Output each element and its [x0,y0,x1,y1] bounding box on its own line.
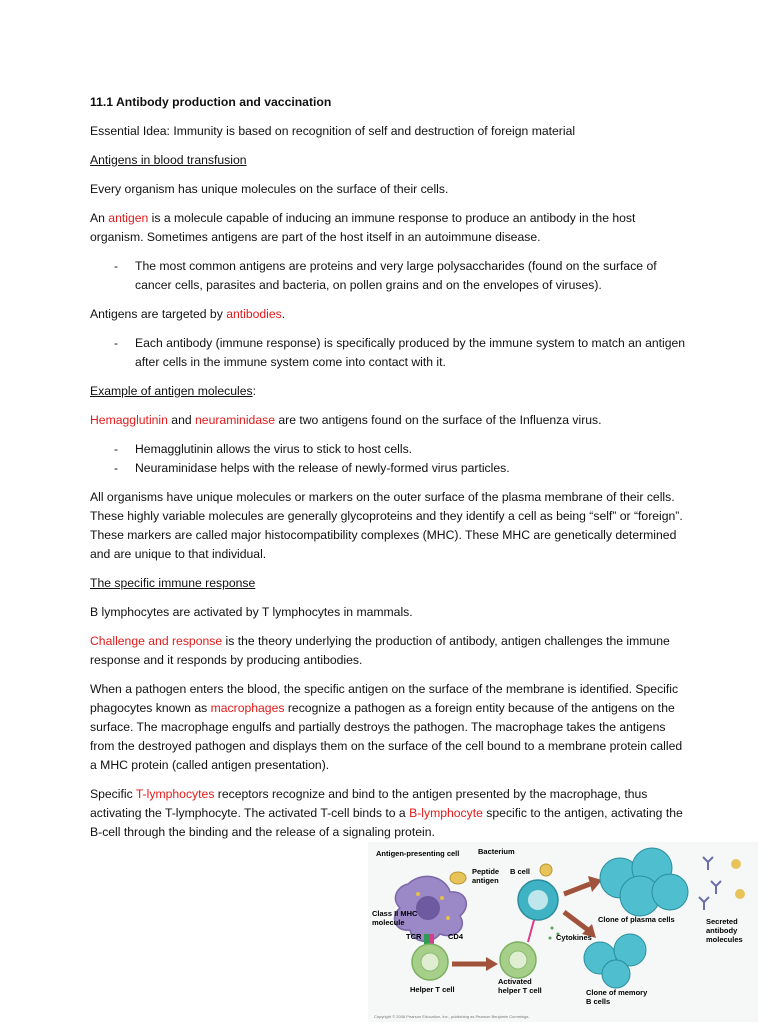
immune-response-diagram [368,842,758,1022]
apc-nucleus [416,896,440,920]
term-t-lymphocytes: T-lymphocytes [135,787,215,801]
antigen-icon [731,859,741,869]
bullet-neuraminidase: - Neuraminidase helps with the release of newly-formed virus particles. [114,461,510,475]
label-class2-2: molecule [372,918,405,927]
paragraph-t-lymphocytes [90,785,690,842]
text: Antigens are targeted by [90,307,227,321]
memory-b-cell [602,960,630,988]
bullet-text: Each antibody (immune response) is specifically produced by the immune system to match an antigen after cells in the immune system come into contact with it. [135,336,686,369]
label-peptide-1: Peptide [472,867,500,876]
term-antibodies: antibodies [226,307,282,321]
paragraph-pathogen [90,680,690,775]
term-macrophages: macrophages [210,701,285,715]
label-secreted-2: antibody [706,926,738,935]
label-memory-2: B cells [586,997,611,1006]
label-activated-2: helper T cell [498,986,542,995]
term-hemagglutinin: Hemagglutinin [90,413,168,427]
text: Specific [90,787,136,801]
heading-text: Example of antigen molecules [90,384,253,398]
label-clone-plasma: Clone of plasma cells [598,915,675,924]
paragraph-influenza-antigens [90,411,690,430]
label-tcr: TCR [406,932,422,941]
term-antigen: antigen [108,211,149,225]
term-neuraminidase: neuraminidase [195,413,275,427]
label-activated-1: Activated [498,977,532,986]
antigen-icon [735,889,745,899]
mhc-molecule [424,934,430,944]
label-class2-1: Class II MHC [372,909,418,918]
label-memory-1: Clone of memory [586,988,648,997]
immune-response-figure [368,842,758,1022]
peptide-dot [446,916,450,920]
label-peptide-2: antigen [472,876,499,885]
label-cytokines: Cytokines [556,933,592,942]
label-apc: Antigen-presenting cell [376,849,460,858]
bullet-common-antigens: - The most common antigens are proteins and very large polysaccharides (found on the surface of cancer cells, parasites and bacteria, on pollen grains and on the envelopes of viruses). [114,259,657,292]
bullet-text: Neuraminidase helps with the release of newly-formed virus particles. [135,461,510,475]
label-bacterium: Bacterium [478,847,515,856]
bullet-antibody-production: - Each antibody (immune response) is specifically produced by the immune system to match an antigen after cells in the immune system come into contact with it. [114,336,686,369]
peptide-dot [416,892,420,896]
plasma-cell [652,874,688,910]
bullet-text: Hemagglutinin allows the virus to stick to host cells. [135,442,413,456]
paragraph-challenge-response [90,632,690,670]
label-secreted-3: molecules [706,935,743,944]
bullet-hemagglutinin: - Hemagglutinin allows the virus to stick to host cells. [114,442,413,456]
text: and [167,413,196,427]
label-b-cell: B cell [510,867,531,876]
text: is the theory underlying the production of antibody, antigen challenges the immune response and it responds by producing antibodies. [90,634,670,667]
label-cd4: CD4 [448,932,464,941]
copyright-note: Copyright © 2008 Pearson Education, Inc., publishing as Pearson Benjamin Cummings. [374,1014,530,1019]
peptide-dot [440,896,444,900]
label-secreted-1: Secreted [706,917,738,926]
paragraph-mhc: All organisms have unique molecules or markers on the outer surface of the plasma membrane of their cells. These highly variable molecules are generally glycoproteins and they identify a cell as being “self” or “foreign”. These markers are called major histocompatibility complexes (MHC). These MHC are genetically determined and are unique to that individual. [90,490,683,561]
label-helper-t: Helper T cell [410,985,455,994]
helper-t-nucleus [421,953,439,971]
text: When a pathogen enters the blood, the specific antigen on the surface of the membrane is identified. Specific phagocytes known as [90,682,679,715]
paragraph-b-lymphocytes: B lymphocytes are activated by T lymphocytes in mammals. [90,605,413,619]
heading-example-antigen-molecules [90,382,690,401]
activated-t-nucleus [509,951,527,969]
text: : [252,384,256,398]
heading-specific-immune-response: The specific immune response [90,576,256,590]
cytokine-dot [551,927,554,930]
document-body [90,93,690,852]
term-challenge-response: Challenge and response [90,634,223,648]
term-b-lymphocyte: B-lymphocyte [409,806,483,820]
text: . [281,307,286,321]
cytokine-dot [549,937,552,940]
essential-idea: Essential Idea: Immunity is based on recognition of self and destruction of foreign material [90,124,576,138]
paragraph-unique-molecules: Every organism has unique molecules on the surface of their cells. [90,182,449,196]
paragraph-antigen-definition [90,209,690,247]
text: receptors recognize and bind to the antigen presented by the macrophage, thus activating the T-lymphocyte. The activated T-cell binds to a [90,787,648,820]
page-title: 11.1 Antibody production and vaccination [90,95,332,109]
heading-antigens-blood-transfusion: Antigens in blood transfusion [90,153,247,167]
paragraph-antibodies [90,305,690,324]
text: are two antigens found on the surface of the Influenza virus. [274,413,602,427]
text: is a molecule capable of inducing an immune response to produce an antibody in the host organism. Sometimes antigens are part of the host itself in an autoimmune disease. [90,211,636,244]
bacterium-icon [450,872,466,884]
text: An [90,211,109,225]
text: specific to the antigen, activating the B-cell through the binding and the release of a signaling protein. [90,806,683,839]
b-cell-nucleus [528,890,548,910]
bullet-text: The most common antigens are proteins and very large polysaccharides (found on the surface of cancer cells, parasites and bacteria, on pollen grains and on the envelopes of viruses). [135,259,657,292]
antigen-icon [540,864,552,876]
text: recognize a pathogen as a foreign entity because of the antigens on the surface. The macrophage engulfs and partially destroys the pathogen. The macrophage takes the antigens from the destroyed pathogen and displays them on the surface of the cell bound to a membrane protein called a MHC protein (called antigen presentation). [90,701,683,772]
